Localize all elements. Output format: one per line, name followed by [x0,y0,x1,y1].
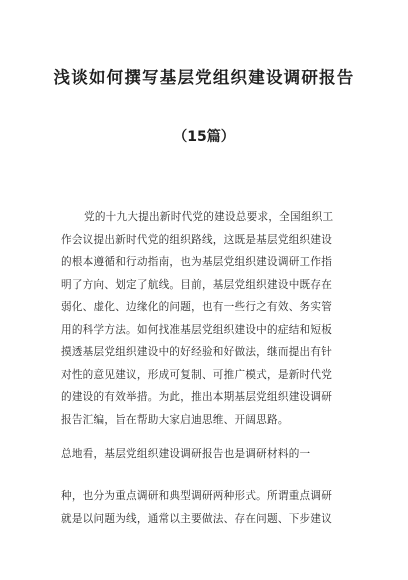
text-line: 摸透基层党组织建设中的好经验和好做法，继而提出有针 [61,346,333,358]
text-line: 报告汇编，旨在帮助大家启迪思维、开阔思路。 [61,413,289,426]
paragraph-summary [61,443,353,466]
text-line: 总地看，基层党组织建设调研报告也是调研材料的一 [61,448,311,460]
text-line: 明了方向、划定了航线。目前，基层党组织建设中既存在 [61,278,333,291]
text-line: 的建设的有效举措。为此，推出本期基层党组织建设调研 [61,391,333,403]
text-line: 就是以问题为线，通常以主要做法、存在问题、下步建议 [61,512,333,525]
text-line: 弱化、虚化、边缘化的问题，也有一些行之有效、务实管 [61,301,333,313]
document-title: 浅谈如何撰写基层党组织建设调研报告 [53,68,355,87]
text-line: 用的科学方法。如何找准基层党组织建设中的症结和短板 [61,323,333,336]
text-line: 党的十九大提出新时代党的建设总要求，全国组织工 [84,211,334,223]
document-subtitle: （15篇） [173,129,235,145]
text-line: 对性的意见建议，形成可复制、可推广模式，是新时代党 [61,368,333,381]
paragraph-intro [61,206,353,431]
text-line: 作会议提出新时代党的组织路线，这既是基层党组织建设 [61,233,333,246]
text-line: 种，也分为重点调研和典型调研两种形式。所谓重点调研 [61,490,333,502]
paragraph-continuation [61,485,353,530]
text-line: 的根本遵循和行动指南，也为基层党组织建设调研工作指 [61,256,333,268]
